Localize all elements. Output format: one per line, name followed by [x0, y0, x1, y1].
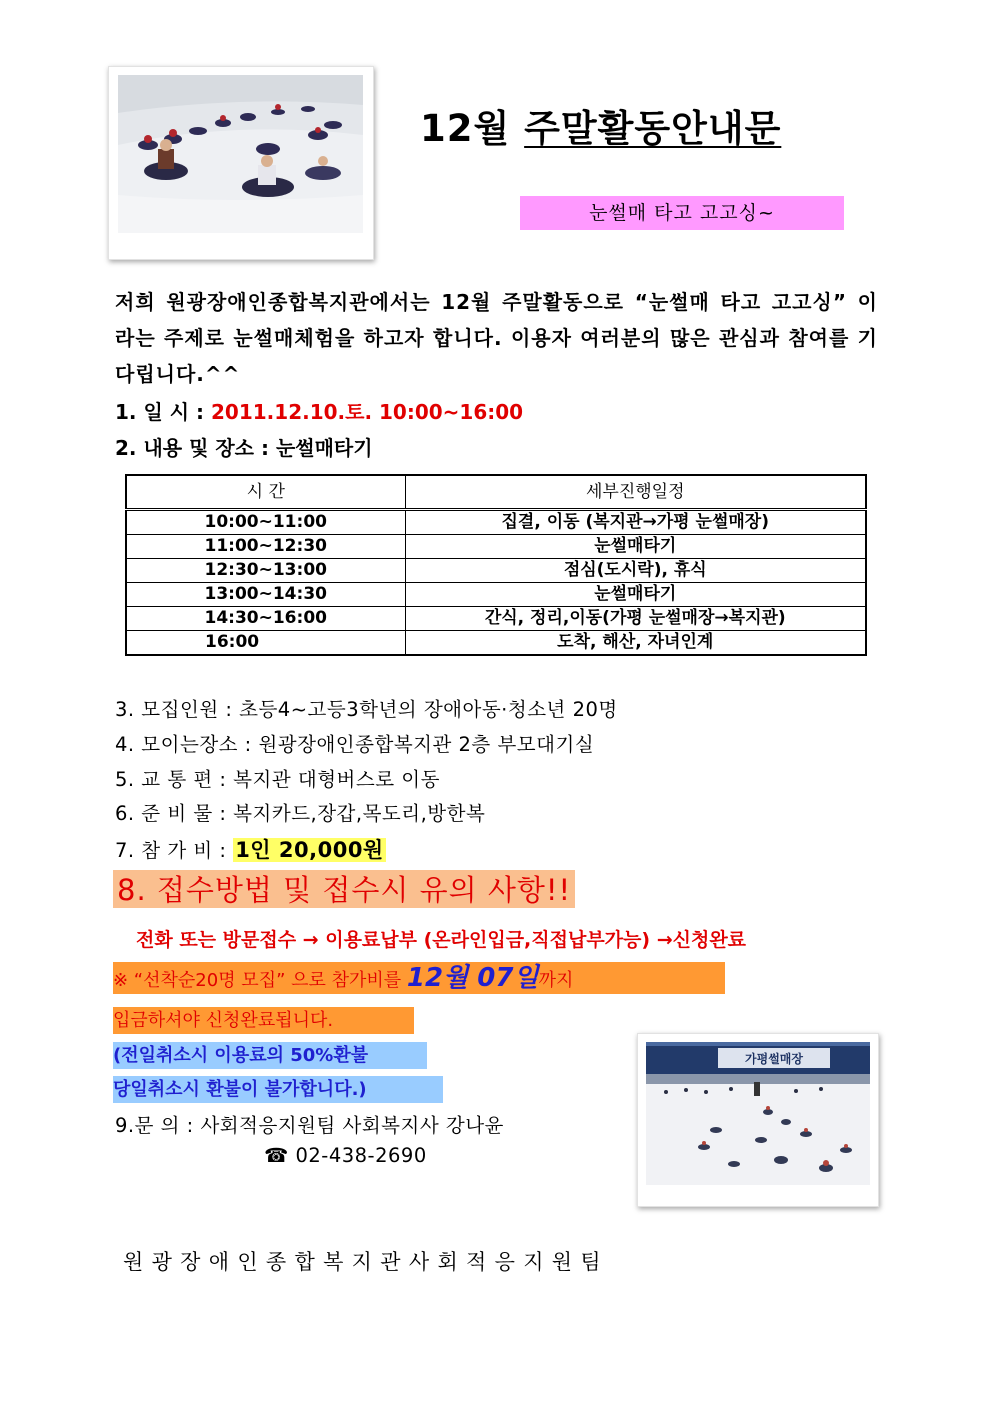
- snow-sledding-image: [118, 75, 363, 233]
- payment-note: 입금하셔야 신청완료됩니다.: [113, 1007, 414, 1034]
- schedule-time: 12:30~13:00: [126, 559, 405, 583]
- slope-sign-text: 가평썰매장: [745, 1052, 803, 1066]
- sled-slope-photo: [637, 1033, 879, 1207]
- schedule-detail: 점심(도시락), 휴식: [405, 559, 866, 583]
- item-supplies: 6. 준 비 물 : 복지카드,장갑,목도리,방한복: [115, 802, 486, 825]
- schedule-time: 14:30~16:00: [126, 607, 405, 631]
- deadline-note-prefix: ※ “선착순20명 모집” 으로 참가비를: [113, 970, 402, 991]
- content-place-value: 눈썰매타기: [275, 436, 373, 460]
- deadline-note-suffix: 까지: [538, 970, 574, 991]
- schedule-detail: 간식, 정리,이동(가평 눈썰매장→복지관): [405, 607, 866, 631]
- date-label: 1. 일 시 :: [115, 400, 205, 424]
- date-value: 2011.12.10.토. 10:00~16:00: [211, 400, 524, 424]
- schedule-header-row: [126, 475, 866, 510]
- schedule-time: 16:00: [126, 631, 405, 656]
- table-row: [126, 510, 866, 535]
- fee-value: 1인 20,000원: [235, 838, 384, 862]
- item-fee: [115, 834, 386, 864]
- table-row: [126, 583, 866, 607]
- schedule-header-detail: 세부진행일정: [405, 475, 866, 510]
- item-date: [115, 396, 523, 425]
- application-process: 전화 또는 방문접수 → 이용료납부 (온라인입금,직접납부가능) →신청완료: [136, 929, 747, 951]
- schedule-table: [125, 474, 867, 656]
- table-row: [126, 535, 866, 559]
- item-meeting-place: 4. 모이는장소 : 원광장애인종합복지관 2층 부모대기실: [115, 733, 595, 756]
- refund-note-2: 당일취소시 환불이 불가합니다.): [113, 1076, 443, 1103]
- item-content-place: [115, 432, 373, 461]
- snow-sledding-photo: [108, 66, 374, 260]
- schedule-time: 10:00~11:00: [126, 510, 405, 535]
- schedule-time: 11:00~12:30: [126, 535, 405, 559]
- deadline-date: 12월 07일: [406, 963, 539, 993]
- footer-organization: 원광장애인종합복지관사회적응지원팀: [123, 1250, 609, 1274]
- deadline-note: [113, 962, 725, 994]
- schedule-detail: 도착, 해산, 자녀인계: [405, 631, 866, 656]
- table-row: [126, 631, 866, 656]
- item-recruit: 3. 모집인원 : 초등4~고등3학년의 장애아동·청소년 20명: [115, 698, 618, 721]
- sled-slope-image: [646, 1042, 870, 1185]
- refund-note-1: (전일취소시 이용료의 50%환불: [113, 1042, 427, 1069]
- intro-paragraph: 저희 원광장애인종합복지관에서는 12월 주말활동으로 “눈썰매 타고 고고싱” 이라는 주제로 눈썰매체험을 하고자 합니다. 이용자 여러분의 많은 관심과 참여를 기다립니다.^^: [115, 290, 878, 386]
- contact-line: 9.문 의 : 사회적응지원팀 사회복지사 강나윤: [115, 1114, 504, 1137]
- contact-phone: ☎ 02-438-2690: [264, 1144, 427, 1167]
- schedule-detail: 눈썰매타기: [405, 583, 866, 607]
- subtitle-text: 눈썰매 타고 고고싱~: [589, 202, 775, 224]
- subtitle-banner: [520, 196, 844, 230]
- schedule-header-time: 시 간: [126, 475, 405, 510]
- page-title: [420, 98, 781, 152]
- content-place-label: 2. 내용 및 장소 :: [115, 436, 269, 460]
- table-row: [126, 607, 866, 631]
- schedule-detail: 눈썰매타기: [405, 535, 866, 559]
- schedule-detail: 집결, 이동 (복지관→가평 눈썰매장): [405, 510, 866, 535]
- title-month: 12월: [420, 107, 511, 150]
- fee-label: 7. 참 가 비 :: [115, 839, 227, 862]
- item-transport: 5. 교 통 편 : 복지관 대형버스로 이동: [115, 768, 440, 791]
- title-text: 주말활동안내문: [524, 107, 782, 150]
- table-row: [126, 559, 866, 583]
- schedule-time: 13:00~14:30: [126, 583, 405, 607]
- section8-title: 8. 접수방법 및 접수시 유의 사항!!: [113, 870, 575, 908]
